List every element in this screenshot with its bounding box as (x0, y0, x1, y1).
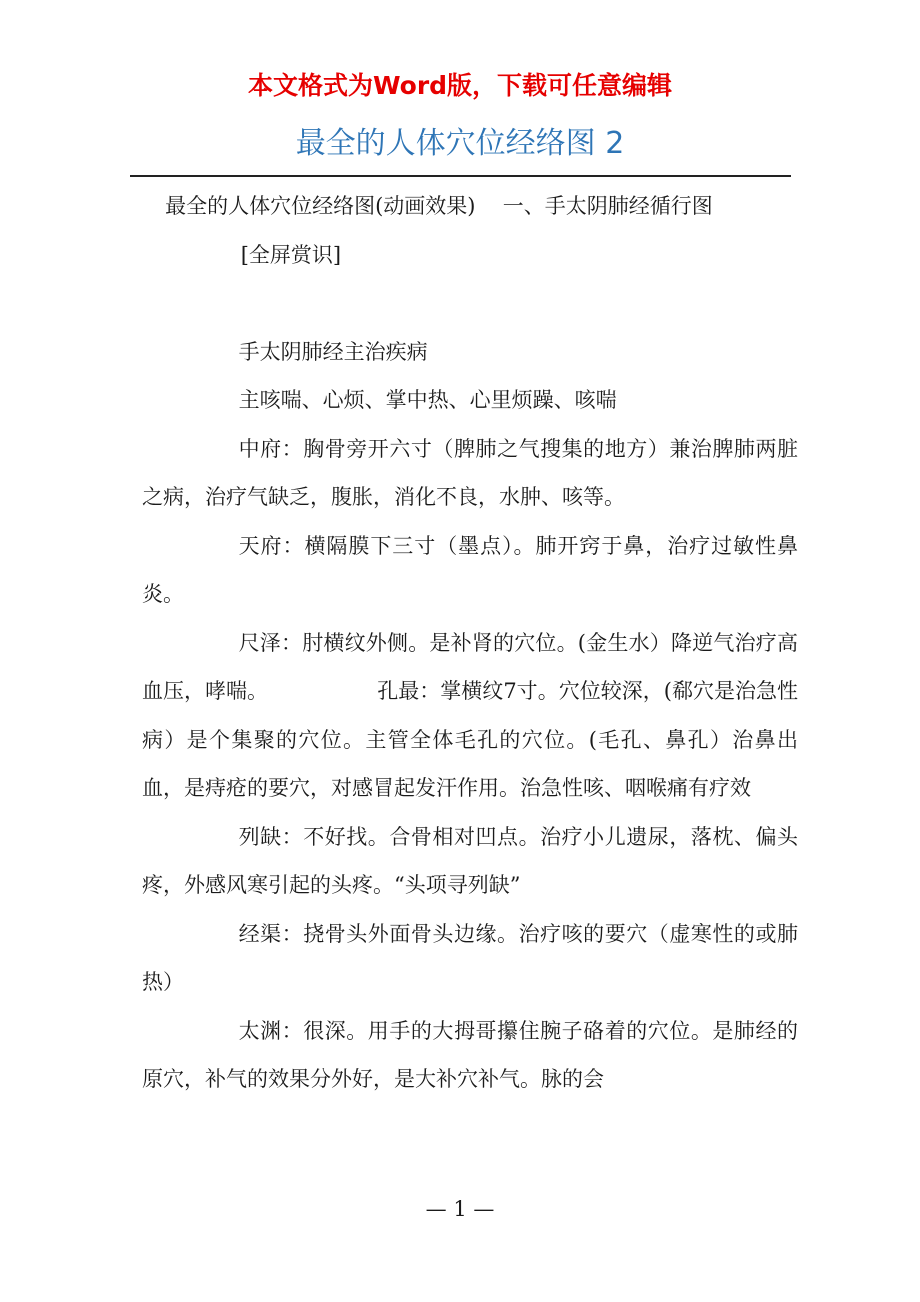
intro-paragraph (142, 182, 798, 231)
intro-section: 一、手太阴肺经循行图 (502, 194, 713, 218)
document-title: 最全的人体穴位经络图 2 (295, 126, 625, 161)
taiyuan-paragraph: 太渊：很深。用手的大拇哥攥住腕子硌着的穴位。是肺经的原穴，补气的效果分外好，是大补穴补气。脉的会 (142, 1018, 798, 1091)
zhongfu-paragraph: 中府：胸骨旁开六寸（脾肺之气搜集的地方）兼治脾肺两脏之病，治疗气缺乏，腹胀，消化不良，水肿、咳等。 (142, 436, 798, 509)
kongzui-text: 孔最：掌横纹7寸。穴位较深，(郗穴是治急性病）是个集聚的穴位。主管全体毛孔的穴位。(毛孔、鼻孔）治鼻出血，是痔疮的要穴，对感冒起发汗作用。治急性咳、咽喉痛有疗效 (142, 679, 798, 800)
page-number: — 1 — (425, 1197, 495, 1221)
blank-line (142, 279, 798, 328)
download-banner: 本文格式为Word版，下载可任意编辑 (247, 71, 673, 100)
title-divider (130, 175, 791, 177)
lieque-paragraph: 列缺：不好找。合骨相对凹点。治疗小儿遗尿，落枕、偏头疼，外感风寒引起的头疼。“头项寻列缺” (142, 824, 798, 897)
jingqu-paragraph: 经渠：挠骨头外面骨头边缘。治疗咳的要穴（虚寒性的或肺热） (142, 921, 798, 994)
section-heading: 手太阴肺经主治疾病 (238, 339, 428, 364)
chize-paragraph (142, 619, 798, 813)
document-body (142, 182, 798, 1104)
indications-paragraph: 主咳喘、心烦、掌中热、心里烦躁、咳喘 (238, 388, 617, 412)
chize-text: 尺泽：肘横纹外侧。是补肾的穴位。(金生水）降逆气治疗高血压，哮喘。 (142, 630, 798, 703)
intro-title: 最全的人体穴位经络图(动画效果) (165, 194, 476, 218)
fullscreen-link[interactable]: [全屏赏识] (240, 242, 342, 267)
tianfu-paragraph: 天府：横隔膜下三寸（墨点）。肺开窍于鼻，治疗过敏性鼻炎。 (142, 533, 798, 606)
